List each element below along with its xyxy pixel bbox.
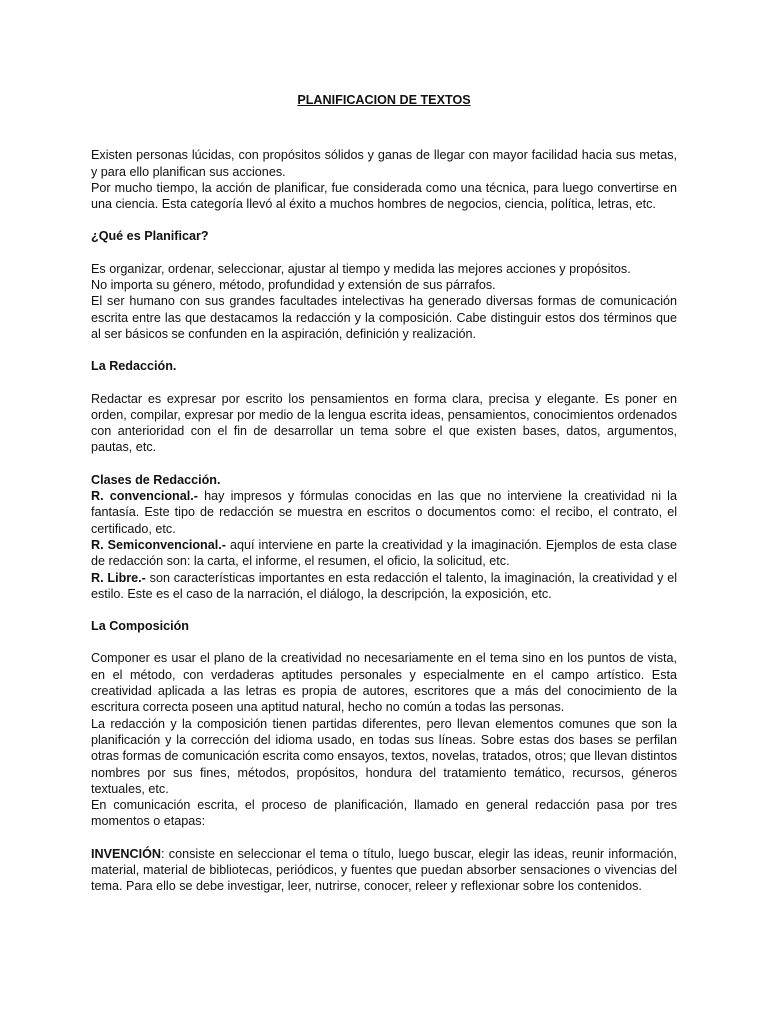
invencion-term: INVENCIÓN (91, 846, 161, 861)
composicion-paragraph-3: En comunicación escrita, el proceso de planificación, llamado en general redacción pasa por tres momentos o etapas: (91, 798, 677, 829)
heading-la-composicion: La Composición (91, 619, 189, 634)
intro-paragraph-2: Por mucho tiempo, la acción de planificar, fue considerada como una técnica, para luego convertirse en una ciencia. Esta categoría llevó al éxito a muchos hombres de negocios, ciencia, política, letras, etc. (91, 180, 677, 212)
heading-la-redaccion: La Redacción. (91, 359, 177, 374)
clase-libre-term: R. Libre.- (91, 570, 146, 585)
clase-libre-text: son características importantes en esta redacción el talento, la imaginación, la creatividad y el estilo. Este es el caso de la narración, el diálogo, la descripción, la exposición, etc. (91, 570, 677, 601)
composicion-paragraph-1: Componer es usar el plano de la creatividad no necesariamente en el tema sino en los puntos de vista, en el método, con verdaderas aptitudes personales y especialmente en el campo artístico. Esta creatividad aplicada a las letras es propia de autores, escritores que a más del conocimiento de la escritura correcta poseen una aptitud natural, hecho no común a todas las personas. (91, 651, 677, 715)
heading-clases-de-redaccion: Clases de Redacción. (91, 472, 221, 487)
composicion-paragraph-2: La redacción y la composición tienen partidas diferentes, pero llevan elementos comunes que son la planificación y la corrección del idioma usado, en todas sus líneas. Sobre estas dos bases se perfilan otras formas de comunicación escrita como ensayos, textos, novelas, tratados, otros; que llevan distintos nombres por sus fines, métodos, propósitos, hondura del tratamiento temático, recursos, géneros textuales, etc. (91, 716, 677, 796)
que-es-paragraph-3: El ser humano con sus grandes facultades intelectivas ha generado diversas formas de comunicación escrita entre las que destacamos la redacción y la composición. Cabe distinguir estos dos términos que al ser básicos se confunden en la aspiración, definición y realización. (91, 294, 677, 341)
que-es-paragraph-1: Es organizar, ordenar, seleccionar, ajustar al tiempo y medida las mejores acciones y propósitos. (91, 261, 631, 276)
redaccion-paragraph: Redactar es expresar por escrito los pensamientos en forma clara, precisa y elegante. Es poner en orden, compilar, expresar por medio de la lengua escrita ideas, pensamientos, conocimientos ordenados con anterioridad con el fin de desarrollar un tema sobre el que existen bases, datos, argumentos, pautas, etc. (91, 391, 677, 455)
clase-convencional-text: hay impresos y fórmulas conocidas en las que no interviene la creatividad ni la fantasía. Este tipo de redacción se muestra en escritos o documentos como: el recibo, el contrato, el certificado, etc. (91, 489, 677, 536)
clase-convencional-term: R. convencional.- (91, 489, 198, 504)
clase-semiconvencional (91, 537, 677, 570)
invencion-paragraph (91, 846, 677, 895)
clase-semiconvencional-term: R. Semiconvencional.- (91, 537, 226, 552)
heading-que-es-planificar: ¿Qué es Planificar? (91, 229, 209, 244)
clase-semiconvencional-text: aquí interviene en parte la creatividad y la imaginación. Ejemplos de esta clase de redacción son: la carta, el informe, el resumen, el oficio, la solicitud, etc. (91, 537, 677, 569)
document-title: PLANIFICACION DE TEXTOS (297, 93, 471, 107)
clase-convencional (91, 488, 677, 537)
clase-libre (91, 570, 677, 603)
intro-paragraph-1: Existen personas lúcidas, con propósitos sólidos y ganas de llegar con mayor facilidad hacia sus metas, y para ello planifican sus acciones. (91, 148, 677, 179)
que-es-paragraph-2: No importa su género, método, profundidad y extensión de sus párrafos. (91, 278, 496, 293)
invencion-text: : consiste en seleccionar el tema o título, luego buscar, elegir las ideas, reunir información, material, material de bibliotecas, periódicos, y fuentes que puedan absorber sensaciones o vivencias del tema. Para ello se debe investigar, leer, nutrirse, conocer, releer y reflexionar sobre los contenidos. (91, 846, 677, 894)
